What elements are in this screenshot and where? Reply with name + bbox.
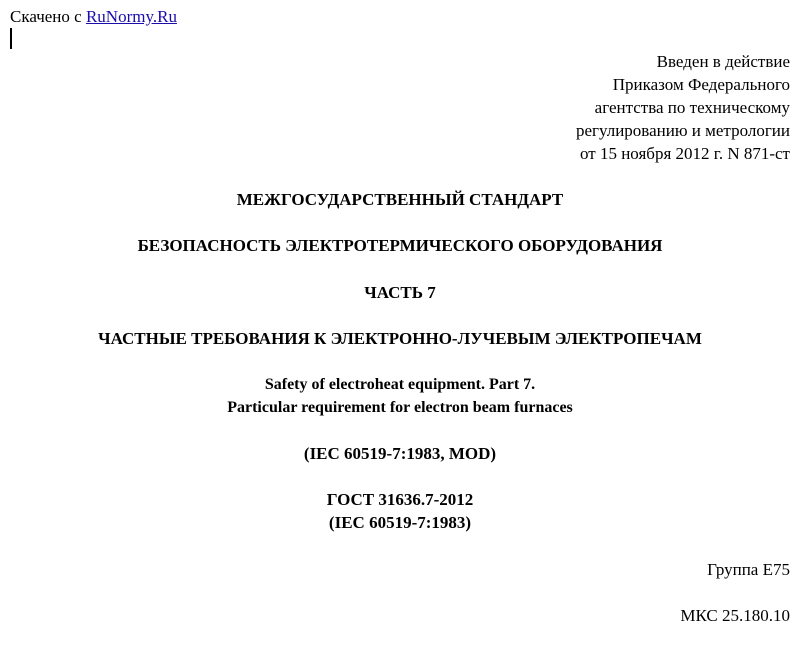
standard-type-heading: МЕЖГОСУДАРСТВЕННЫЙ СТАНДАРТ — [236, 190, 564, 209]
text-cursor — [10, 28, 12, 49]
main-title: БЕЗОПАСНОСТЬ ЭЛЕКТРОТЕРМИЧЕСКОГО ОБОРУДОВАНИЯ — [137, 236, 663, 255]
english-title-line: Safety of electroheat equipment. Part 7. — [264, 376, 536, 393]
decree-line: агентства по техническому — [594, 98, 790, 117]
download-source-line — [10, 5, 177, 28]
iec-reference: (IEC 60519-7:1983, MOD) — [303, 444, 497, 463]
english-title — [0, 373, 796, 419]
gost-iec-reference: (IEC 60519-7:1983) — [328, 513, 472, 532]
runormy-link[interactable]: RuNormy.Ru — [85, 7, 177, 26]
download-prefix: Скачено с — [10, 7, 82, 26]
part-heading: ЧАСТЬ 7 — [364, 283, 436, 302]
decree-line: Введен в действие — [656, 52, 790, 71]
decree-block — [576, 50, 790, 165]
gost-designation — [0, 488, 796, 534]
mks-code: МКС 25.180.10 — [680, 606, 790, 625]
group-code: Группа Е75 — [707, 560, 790, 579]
english-title-line: Particular requirement for electron beam furnaces — [227, 399, 573, 416]
subtitle-heading: ЧАСТНЫЕ ТРЕБОВАНИЯ К ЭЛЕКТРОННО-ЛУЧЕВЫМ ЭЛЕКТРОПЕЧАМ — [98, 329, 702, 348]
decree-line: от 15 ноября 2012 г. N 871-ст — [580, 144, 790, 163]
decree-line: Приказом Федерального — [612, 75, 790, 94]
decree-line: регулированию и метрологии — [575, 121, 790, 140]
gost-number: ГОСТ 31636.7-2012 — [326, 490, 474, 509]
